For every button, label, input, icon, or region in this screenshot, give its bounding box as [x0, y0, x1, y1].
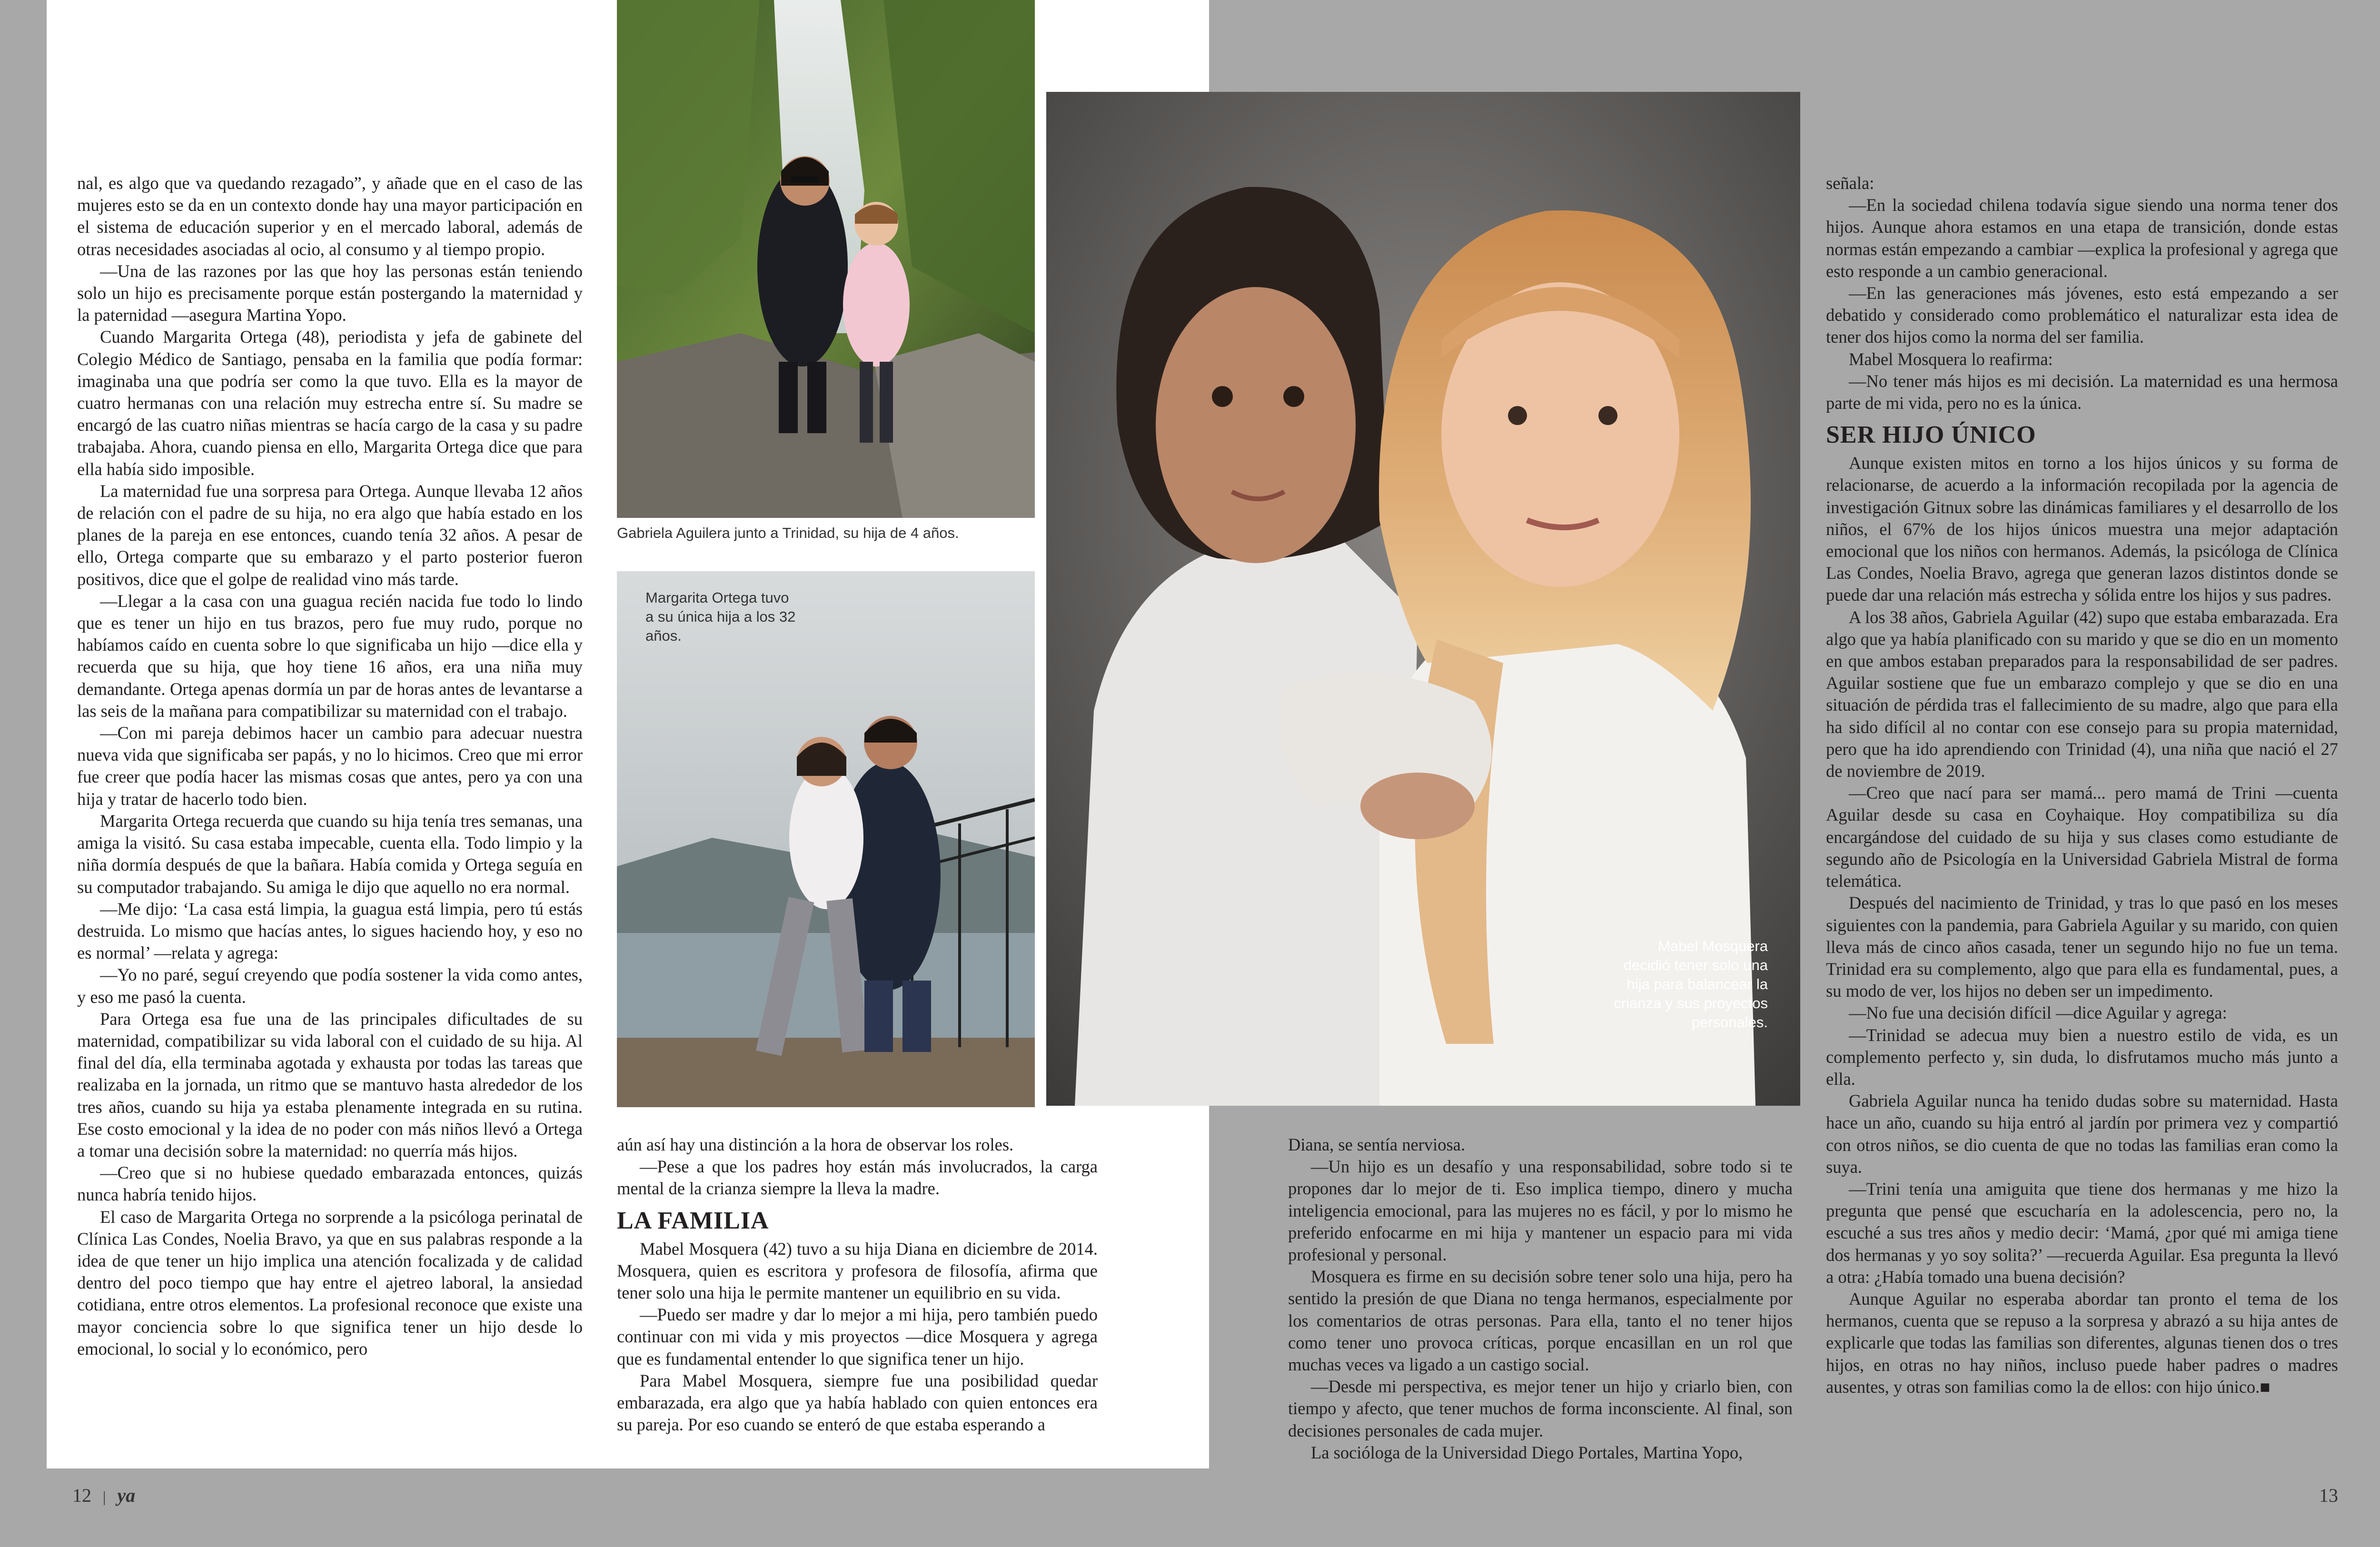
folio-separator: | — [103, 1488, 106, 1505]
paragraph: El caso de Margarita Ortega no sorprende a la psicóloga perinatal de Clínica Las Condes, Noelia Bravo, ya que en sus palabras responde a la idea de que tener un hijo implica una atención focalizada y de calidad dentro del poco tiempo que hay entre el ajetreo laboral, la ansiedad cotidiana, entre otros elementos. La profesional reconoce que existe una mayor conciencia sobre lo que significa tener un hijo desde lo emocional, lo social y lo económico, pero — [77, 1207, 583, 1359]
waterfall-scene-illustration — [617, 0, 1035, 518]
paragraph: Aunque existen mitos en torno a los hijos únicos y su forma de relacionarse, de acuerdo a la información recopilada por la agencia de investigación Gitnux sobre las dinámicas familiares y el desarrollo de los niños, el 67% de los hijos únicos muestra una mejor adaptación emocional que los niños con hermanos. Además, la psicóloga de Clínica Las Condes, Noelia Bravo, agrega que generan lazos distintos donde se puede dar una relación más estrecha y sólida entre los hijos y sus padres. — [1826, 453, 2338, 605]
caption-gabriela: Gabriela Aguilera junto a Trinidad, su hija de 4 años. — [617, 525, 959, 541]
page-number: 12 — [72, 1485, 91, 1506]
paragraph: —Llegar a la casa con una guagua recién nacida fue todo lo lindo que es tener un hijo en tus brazos, pero fue muy rudo, porque no habíamos caído en cuenta sobre lo que significaba un hijo —dice ella y recuerda que su hija, que hoy tiene 16 años, era una niña muy demandante. Ortega apenas dormía un par de horas antes de levantarse a las seis de la mañana para compatibilizar su maternidad con el trabajo. — [77, 591, 583, 721]
paragraph: Cuando Margarita Ortega (48), periodista y jefa de gabinete del Colegio Médico de Santiago, pensaba en la familia que podía formar: imaginaba una que podría ser como la que tuvo. Ella es la mayor de cuatro hermanas con una relación muy estrecha entre sí. Su madre se encargó de las cuatro niñas mientras se hacía cargo de la casa y su padre trabajaba. Ahora, cuando piensa en ello, Margarita Ortega dice que para ella había sido imposible. — [77, 327, 583, 479]
caption-mabel-mosquera: Mabel Mosquera decidió tener solo una hija para balancear la crianza y sus proyectos personales. — [1614, 938, 1768, 1031]
paragraph: Aunque Aguilar no esperaba abordar tan pronto el tema de los hermanos, cuenta que se repuso a la sorpresa y abrazó a su hija antes de explicarle que todas las familias son diferentes, algunas tienen dos o tres hijos, en otras no hay niños, incluso puede haber padres o madres ausentes, y otras son familias como la de ellos: con hijo único.■ — [1826, 1289, 2338, 1397]
paragraph: Para Ortega esa fue una de las principales dificultades de su maternidad, compatibilizar su vida laboral con el cuidado de su hija. Al final del día, ella terminaba agotada y exhausta por todas las tareas que realizaba en la jornada, un ritmo que se mantuvo hasta alrededor de los tres años, cuando su hija ya estaba plenamente integrada en su rutina. Ese costo emocional y la idea de no poder con más niños llevó a Ortega a tomar una decisión sobre la maternidad: no querría más hijos. — [77, 1009, 583, 1160]
paragraph: —Desde mi perspectiva, es mejor tener un hijo y criarlo bien, con tiempo y afecto, que tener muchos de forma inconsciente. Al final, son decisiones personales de cada mujer. — [1288, 1377, 1793, 1440]
paragraph: —Un hijo es un desafío y una responsabilidad, sobre todo si te propones dar lo mejor de ti. Eso implica tiempo, dinero y mucha inteligencia emocional, para las mujeres no es fácil, y por lo mismo he preferido enfocarme en mi hija y mantener un espacio para mi vida profesional y personal. — [1288, 1157, 1793, 1265]
caption-margarita-ortega: Margarita Ortega tuvo a su única hija a los 32 años. — [645, 589, 796, 644]
left-page-bottom-margin — [0, 1468, 1209, 1547]
paragraph: Para Mabel Mosquera, siempre fue una posibilidad quedar embarazada, era algo que ya había hablado con quien entonces era su pareja. Por eso cuando se enteró de que estaba esperando a — [617, 1370, 1098, 1435]
paragraph: Mabel Mosquera (42) tuvo a su hija Diana en diciembre de 2014. Mosquera, quien es escritora y profesora de filosofía, afirma que tener solo una hija le permite mantener un equilibrio en su vida. — [617, 1239, 1098, 1303]
paragraph: —Con mi pareja debimos hacer un cambio para adecuar nuestra nueva vida que significaba ser papás, y no lo hicimos. Creo que mi error fue creer que podía hacer las mismas cosas que antes, pero ya con una hija y tratar de hacerlo todo bien. — [77, 723, 583, 809]
paragraph: —No fue una decisión difícil —dice Aguilar y agrega: — [1849, 1003, 2227, 1023]
paragraph: —Yo no paré, seguí creyendo que podía sostener la vida como antes, y eso me pasó la cuenta. — [77, 965, 583, 1007]
paragraph: —Creo que si no hubiese quedado embarazada entonces, quizás nunca habría tenido hijos. — [77, 1163, 583, 1205]
article-column-1 — [77, 172, 583, 1360]
paragraph: —Creo que nací para ser mamá... pero mamá de Trini —cuenta Aguilar desde su casa en Coyhaique. Hoy compatibiliza su día encargándose del cuidado de su hija y sus clases como estudiante de segundo año de Psicología en la Universidad Gabriela Mistral de forma telemática. — [1826, 783, 2338, 891]
paragraph: aún así hay una distinción a la hora de observar los roles. — [617, 1135, 1014, 1154]
balcony-scene-illustration — [617, 571, 1035, 1107]
paragraph: Mosquera es firme en su decisión sobre tener solo una hija, pero ha sentido la presión de que Diana no tenga hermanos, especialmente por los comentarios de otras personas. Para ella, tanto el no tener hijos como tener uno provoca críticas, porque encasillan en un rol que muchas veces va ligado a un castigo social. — [1288, 1267, 1793, 1375]
paragraph: —Me dijo: ‘La casa está limpia, la guagua está limpia, pero tú estás destruida. Lo mismo que hacías antes, lo sigues haciendo hoy, y eso no es normal’ —relata y agrega: — [77, 899, 583, 963]
paragraph: —Trini tenía una amiguita que tiene dos hermanas y me hizo la pregunta que pensé que escucharía en la adolescencia, pero no, la escuché a sus tres años y medio decir: ‘Mamá, ¿por qué mi amiga tiene dos hermanas y yo soy solita?’ —recuerda Aguilar. Esa pregunta la llevó a otra: ¿Había tomado una buena decisión? — [1826, 1179, 2338, 1287]
paragraph: —No tener más hijos es mi decisión. La maternidad es una hermosa parte de mi vida, pero no es la única. — [1826, 371, 2338, 413]
paragraph: —Trinidad se adecua muy bien a nuestro estilo de vida, es un complemento perfecto y, sin duda, lo disfrutamos mucho más junto a ella. — [1826, 1025, 2338, 1089]
page-number-right: 13 — [2319, 1485, 2338, 1506]
article-column-2 — [617, 1134, 1098, 1436]
section-heading-la-familia: LA FAMILIA — [617, 1207, 769, 1234]
magazine-logo: ya — [117, 1485, 136, 1506]
paragraph: —En la sociedad chilena todavía sigue siendo una norma tener dos hijos. Aunque ahora estamos en una etapa de transición, donde estas normas están empezando a cambiar —explica la profesional y agrega que esto responde a un cambio generacional. — [1826, 195, 2338, 281]
article-column-4 — [1826, 172, 2338, 1398]
paragraph: Mabel Mosquera lo reafirma: — [1849, 349, 2053, 369]
paragraph: Después del nacimiento de Trinidad, y tras lo que pasó en los meses siguientes con la pandemia, para Gabriela Aguilar y su marido, con quien lleva más de cinco años casada, tener un segundo hijo no fue un tema. Trinidad era su complemento, algo que para ella es fundamental, pues, a su modo de ver, los hijos no deben ser un impedimento. — [1826, 893, 2338, 1001]
section-heading-ser-hijo-unico: SER HIJO ÚNICO — [1826, 421, 2036, 449]
paragraph: Diana, se sentía nerviosa. — [1288, 1135, 1465, 1154]
paragraph: La socióloga de la Universidad Diego Portales, Martina Yopo, — [1311, 1442, 1743, 1462]
paragraph: —Una de las razones por las que hoy las personas están teniendo solo un hijo es precisamente porque están postergando la maternidad y la paternidad —asegura Martina Yopo. — [77, 261, 583, 325]
page-folio-left — [72, 1484, 135, 1507]
photo-gabriela-waterfall — [617, 0, 1035, 518]
paragraph: La maternidad fue una sorpresa para Ortega. Aunque llevaba 12 años de relación con el padre de su hija, no era algo que había estado en los planes de la pareja en ese entonces, cuando tenía 32 años. A pesar de ello, Ortega comparte que su embarazo y el parto posterior fueron positivos, dice que el golpe de realidad vino más tarde. — [77, 481, 583, 589]
photo-margarita-ortega — [617, 571, 1035, 1107]
paragraph: —En las generaciones más jóvenes, esto está empezando a ser debatido y considerado como problemático el naturalizar esta idea de tener dos hijos como la norma del ser familia. — [1826, 283, 2338, 347]
paragraph: —Puedo ser madre y dar lo mejor a mi hija, pero también puedo continuar con mi vida y mis proyectos —dice Mosquera y agrega que es fundamental entender lo que significa tener un hijo. — [617, 1305, 1098, 1368]
paragraph: nal, es algo que va quedando rezagado”, y añade que en el caso de las mujeres esto se da en un contexto donde hay una mayor participación en el sistema de educación superior y en el mercado laboral, además de otras necesidades asociadas al ocio, al consumo y al tiempo propio. — [77, 173, 583, 259]
article-column-3 — [1288, 1134, 1793, 1464]
paragraph: Margarita Ortega recuerda que cuando su hija tenía tres semanas, una amiga la visitó. Su casa estaba impecable, cuenta ella. Todo limpio y la niña dormía después de que la bañara. Había comida y Ortega seguía en su computador trabajando. Su amiga le dijo que aquello no era normal. — [77, 811, 583, 897]
paragraph: Gabriela Aguilar nunca ha tenido dudas sobre su maternidad. Hasta hace un año, cuando su hija entró al jardín por primera vez y compartió con otros niños, se dio cuenta de que no todas las familias eran como la suya. — [1826, 1091, 2338, 1177]
paragraph: —Pese a que los padres hoy están más involucrados, la carga mental de la crianza siempre la lleva la madre. — [617, 1157, 1098, 1199]
paragraph: A los 38 años, Gabriela Aguilar (42) supo que estaba embarazada. Era algo que ya había planificado con su marido y que se dio en un momento en que ambos estaban preparados para la responsabilidad de ser padres. Aguilar sostiene que fue un embarazo complejo y que se dio en una situación de pérdida tras el fallecimiento de su madre, algo que para ella ha sido difícil al no contar con ese consejo para su propia maternidad, pero que ha ido aprendiendo con Trinidad (4), una niña que nació el 27 de noviembre de 2019. — [1826, 607, 2338, 781]
paragraph: señala: — [1826, 173, 1874, 193]
